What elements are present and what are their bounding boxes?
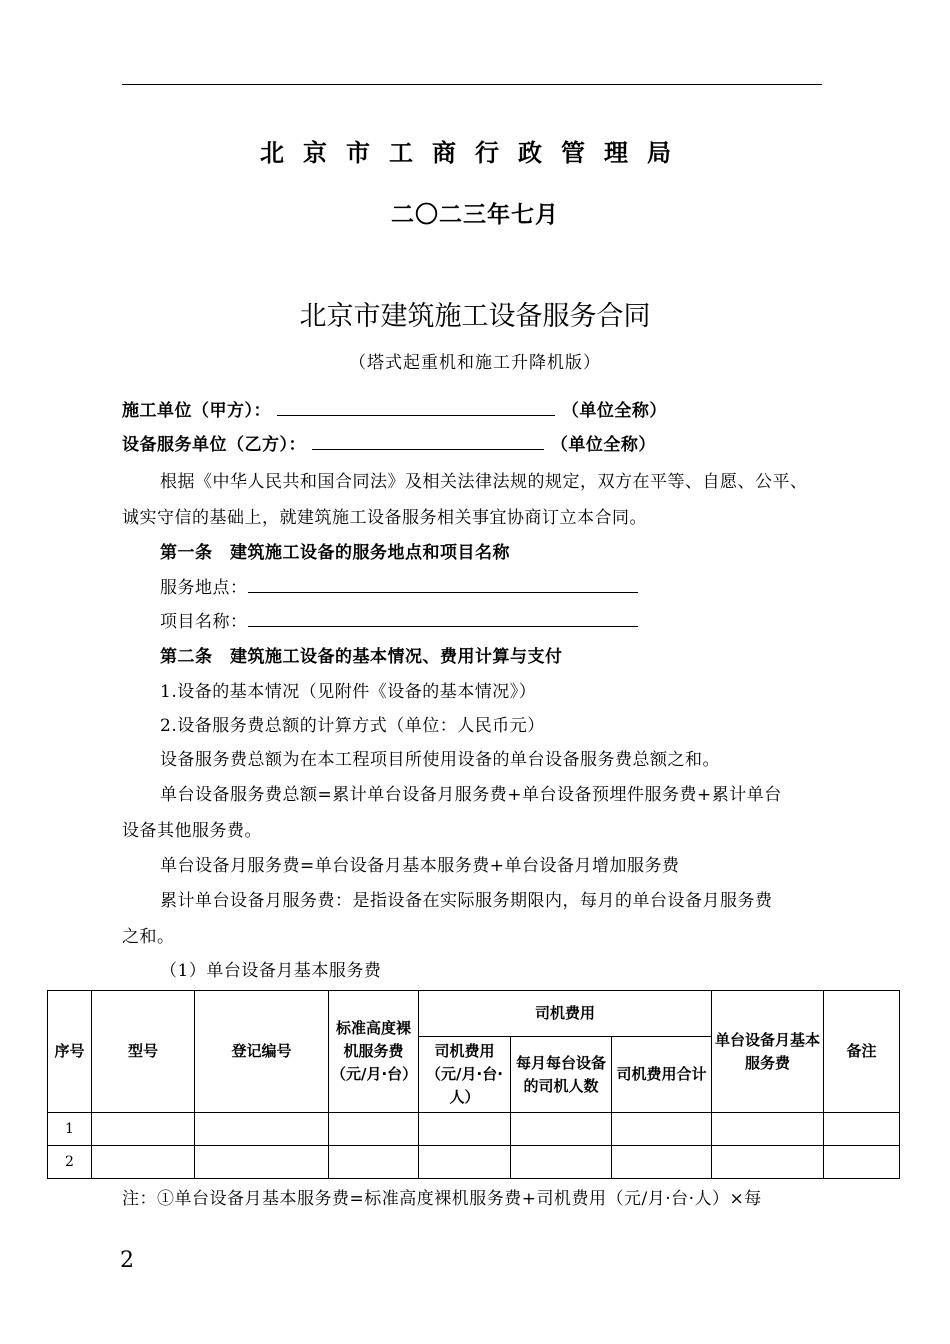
party-a-line	[122, 396, 667, 421]
contract-subtitle: （塔式起重机和施工升降机版）	[349, 353, 601, 373]
header-model: 型号	[92, 991, 195, 1113]
item-2: 2.设备服务费总额的计算方式（单位：人民币元）	[160, 716, 545, 736]
service-location-field[interactable]	[248, 576, 638, 593]
party-b-label: 设备服务单位（乙方）：	[122, 435, 306, 455]
header-registration: 登记编号	[195, 991, 329, 1113]
project-name-field[interactable]	[248, 610, 638, 627]
table-note: 注：①单台设备月基本服务费=标准高度裸机服务费+司机费用（元/月·台·人）×每	[122, 1189, 762, 1209]
party-a-label: 施工单位（甲方）：	[122, 401, 271, 421]
issue-date: 二〇二三年七月	[391, 201, 559, 228]
formula-line-2: 设备其他服务费。	[122, 821, 262, 841]
cell-registration[interactable]	[195, 1146, 329, 1179]
header-driver-fee: 司机费用（元/月·台·人）	[419, 1037, 511, 1113]
item-1: 1.设备的基本情况（见附件《设备的基本情况》）	[160, 682, 537, 702]
header-driver-count: 每月每台设备的司机人数	[511, 1037, 612, 1113]
header-driver-total: 司机费用合计	[612, 1037, 712, 1113]
party-b-field[interactable]	[312, 433, 544, 450]
cell-remark[interactable]	[824, 1113, 900, 1146]
party-a-field[interactable]	[277, 399, 555, 416]
header-rule	[122, 84, 822, 85]
header-driver-group: 司机费用	[419, 991, 712, 1037]
cell-driver-fee[interactable]	[419, 1113, 511, 1146]
cell-model[interactable]	[92, 1146, 195, 1179]
service-location-label: 服务地点：	[160, 578, 248, 598]
table-row	[48, 1113, 900, 1146]
cumulative-line-1: 累计单台设备月服务费：是指设备在实际服务期限内，每月的单台设备月服务费	[160, 891, 773, 911]
cell-driver-count[interactable]	[511, 1146, 612, 1179]
article-2-heading: 第二条 建筑施工设备的基本情况、费用计算与支付	[160, 647, 563, 667]
project-name-line	[160, 607, 638, 632]
header-no: 序号	[48, 991, 92, 1113]
service-location-line	[160, 573, 638, 598]
cumulative-line-2: 之和。	[122, 927, 175, 947]
cell-monthly-base[interactable]	[712, 1113, 824, 1146]
cell-monthly-base[interactable]	[712, 1146, 824, 1179]
cell-driver-count[interactable]	[511, 1113, 612, 1146]
table-row	[48, 1146, 900, 1179]
cell-remark[interactable]	[824, 1146, 900, 1179]
party-b-suffix: （单位全称）	[550, 435, 656, 455]
cell-driver-total[interactable]	[612, 1113, 712, 1146]
party-a-suffix: （单位全称）	[561, 401, 667, 421]
header-monthly-base: 单台设备月基本服务费	[712, 991, 824, 1113]
cell-driver-total[interactable]	[612, 1146, 712, 1179]
intro-line-2: 诚实守信的基础上，就建筑施工设备服务相关事宜协商订立本合同。	[122, 508, 647, 528]
monthly-fee-paragraph: 单台设备月服务费=单台设备月基本服务费+单台设备月增加服务费	[160, 856, 680, 876]
intro-line-1: 根据《中华人民共和国合同法》及相关法律法规的规定，双方在平等、自愿、公平、	[160, 472, 808, 492]
subsection-1-heading: （1）单台设备月基本服务费	[160, 961, 382, 981]
issuer-name: 北京市工商行政管理局	[260, 138, 690, 167]
cell-model[interactable]	[92, 1113, 195, 1146]
party-b-line	[122, 430, 656, 455]
cell-driver-fee[interactable]	[419, 1146, 511, 1179]
cell-standard-fee[interactable]	[329, 1113, 419, 1146]
monthly-base-fee-table	[47, 990, 900, 1179]
article-1-heading: 第一条 建筑施工设备的服务地点和项目名称	[160, 543, 510, 563]
row-number: 2	[48, 1146, 92, 1179]
row-number: 1	[48, 1113, 92, 1146]
contract-title: 北京市建筑施工设备服务合同	[299, 301, 651, 332]
formula-line-1: 单台设备服务费总额=累计单台设备月服务费+单台设备预埋件服务费+累计单台	[160, 785, 782, 805]
project-name-label: 项目名称：	[160, 612, 248, 632]
header-remark: 备注	[824, 991, 900, 1113]
cell-standard-fee[interactable]	[329, 1146, 419, 1179]
page-number: 2	[120, 1248, 134, 1273]
total-fee-paragraph: 设备服务费总额为在本工程项目所使用设备的单台设备服务费总额之和。	[160, 750, 720, 770]
cell-registration[interactable]	[195, 1113, 329, 1146]
header-standard-fee: 标准高度裸机服务费（元/月·台）	[329, 991, 419, 1113]
